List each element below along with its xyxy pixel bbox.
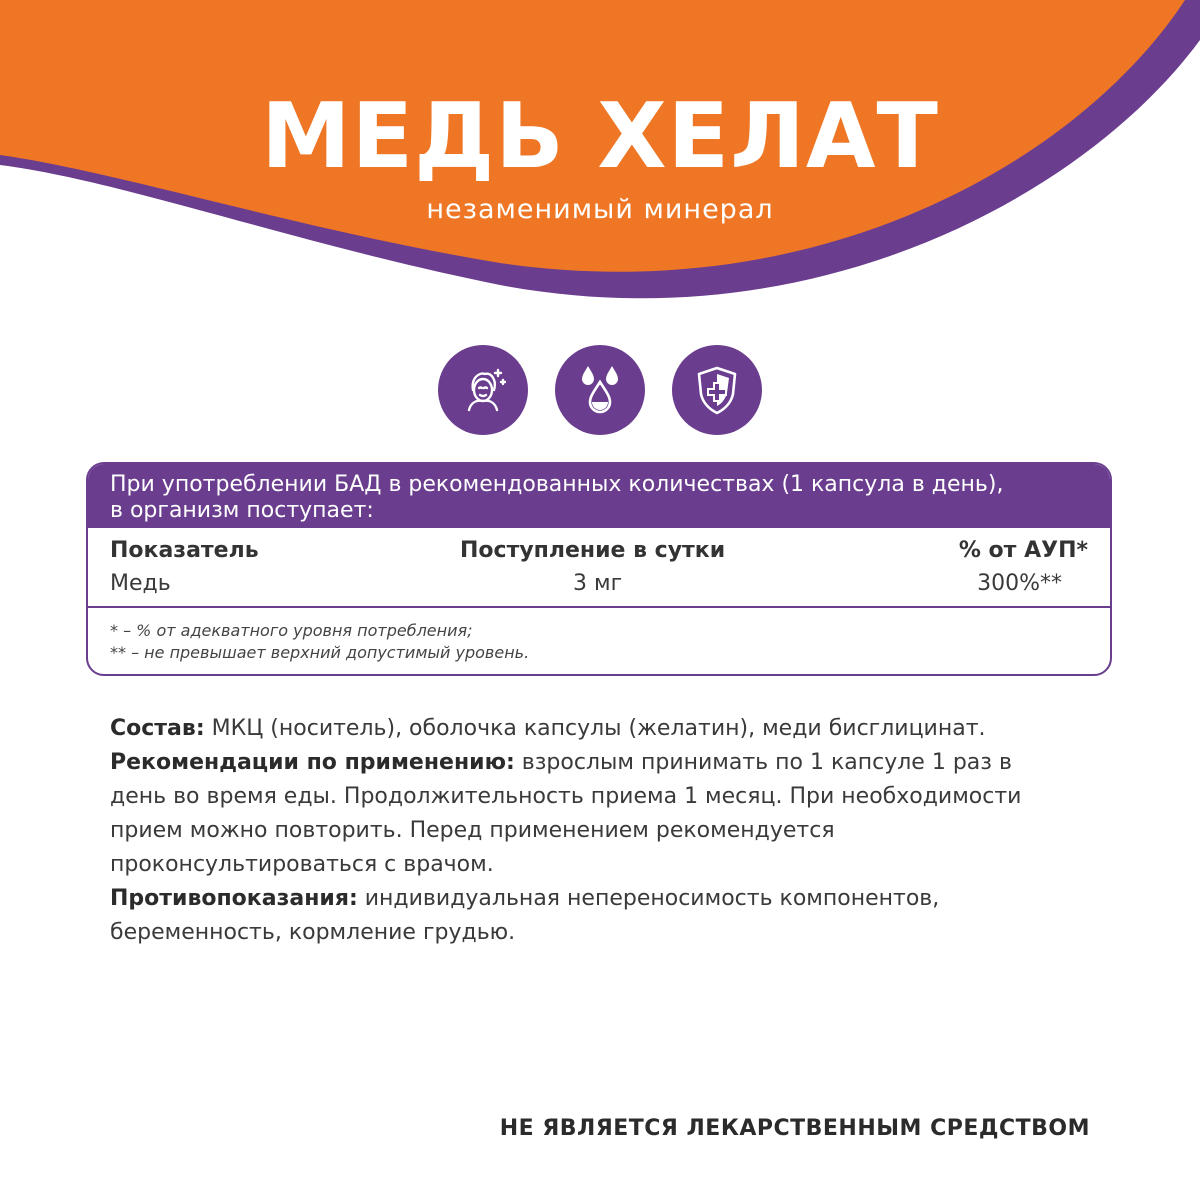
contraindications-paragraph <box>110 882 1070 950</box>
composition-label: Состав: <box>110 716 205 741</box>
product-description <box>110 712 1070 950</box>
composition-text: МКЦ (носитель), оболочка капсулы (желатин), меди бисглицинат. <box>204 716 986 741</box>
col-header-percent: % от АУП* <box>958 538 1088 563</box>
cell-percent: 300%** <box>977 571 1062 596</box>
table-intro-line2: в организм поступает: <box>110 498 374 523</box>
recommendations-text: взрослым принимать по 1 капсуле 1 раз в день во время еды. Продолжительность приема 1 месяц. При необходимости прием можно повторить. Перед применением рекомендуется проконсультироваться с врачом. <box>110 750 1022 877</box>
table-note-2: ** – не превышает верхний допустимый уровень. <box>110 643 530 662</box>
col-header-indicator: Показатель <box>110 538 259 563</box>
composition-paragraph <box>110 712 1070 746</box>
table-notes <box>110 620 529 664</box>
table-intro-line1: При употреблении БАД в рекомендованных количествах (1 капсула в день), <box>110 472 1004 497</box>
cell-daily-intake: 3 мг <box>573 571 623 596</box>
recommendations-paragraph <box>110 746 1070 882</box>
shield-cross-icon <box>672 345 762 435</box>
contraindications-label: Противопоказания: <box>110 886 358 911</box>
page-subtitle: незаменимый минерал <box>426 194 774 225</box>
table-divider <box>88 606 1110 608</box>
table-intro <box>88 464 1110 528</box>
water-drops-icon <box>555 345 645 435</box>
contraindications-text: индивидуальная непереносимость компонентов, беременность, кормление грудью. <box>110 886 940 945</box>
nutrient-table <box>86 462 1112 676</box>
recommendations-label: Рекомендации по применению: <box>110 750 515 775</box>
table-header-row <box>88 538 1110 572</box>
page-title: МЕДЬ ХЕЛАТ <box>261 84 939 189</box>
disclaimer: НЕ ЯВЛЯЕТСЯ ЛЕКАРСТВЕННЫМ СРЕДСТВОМ <box>499 1116 1090 1141</box>
col-header-daily-intake: Поступление в сутки <box>460 538 726 563</box>
table-note-1: * – % от адекватного уровня потребления; <box>110 621 473 640</box>
cell-nutrient: Медь <box>110 571 171 596</box>
feature-icons <box>0 345 1200 435</box>
table-row <box>88 571 1110 605</box>
woman-face-sparkle-icon <box>438 345 528 435</box>
